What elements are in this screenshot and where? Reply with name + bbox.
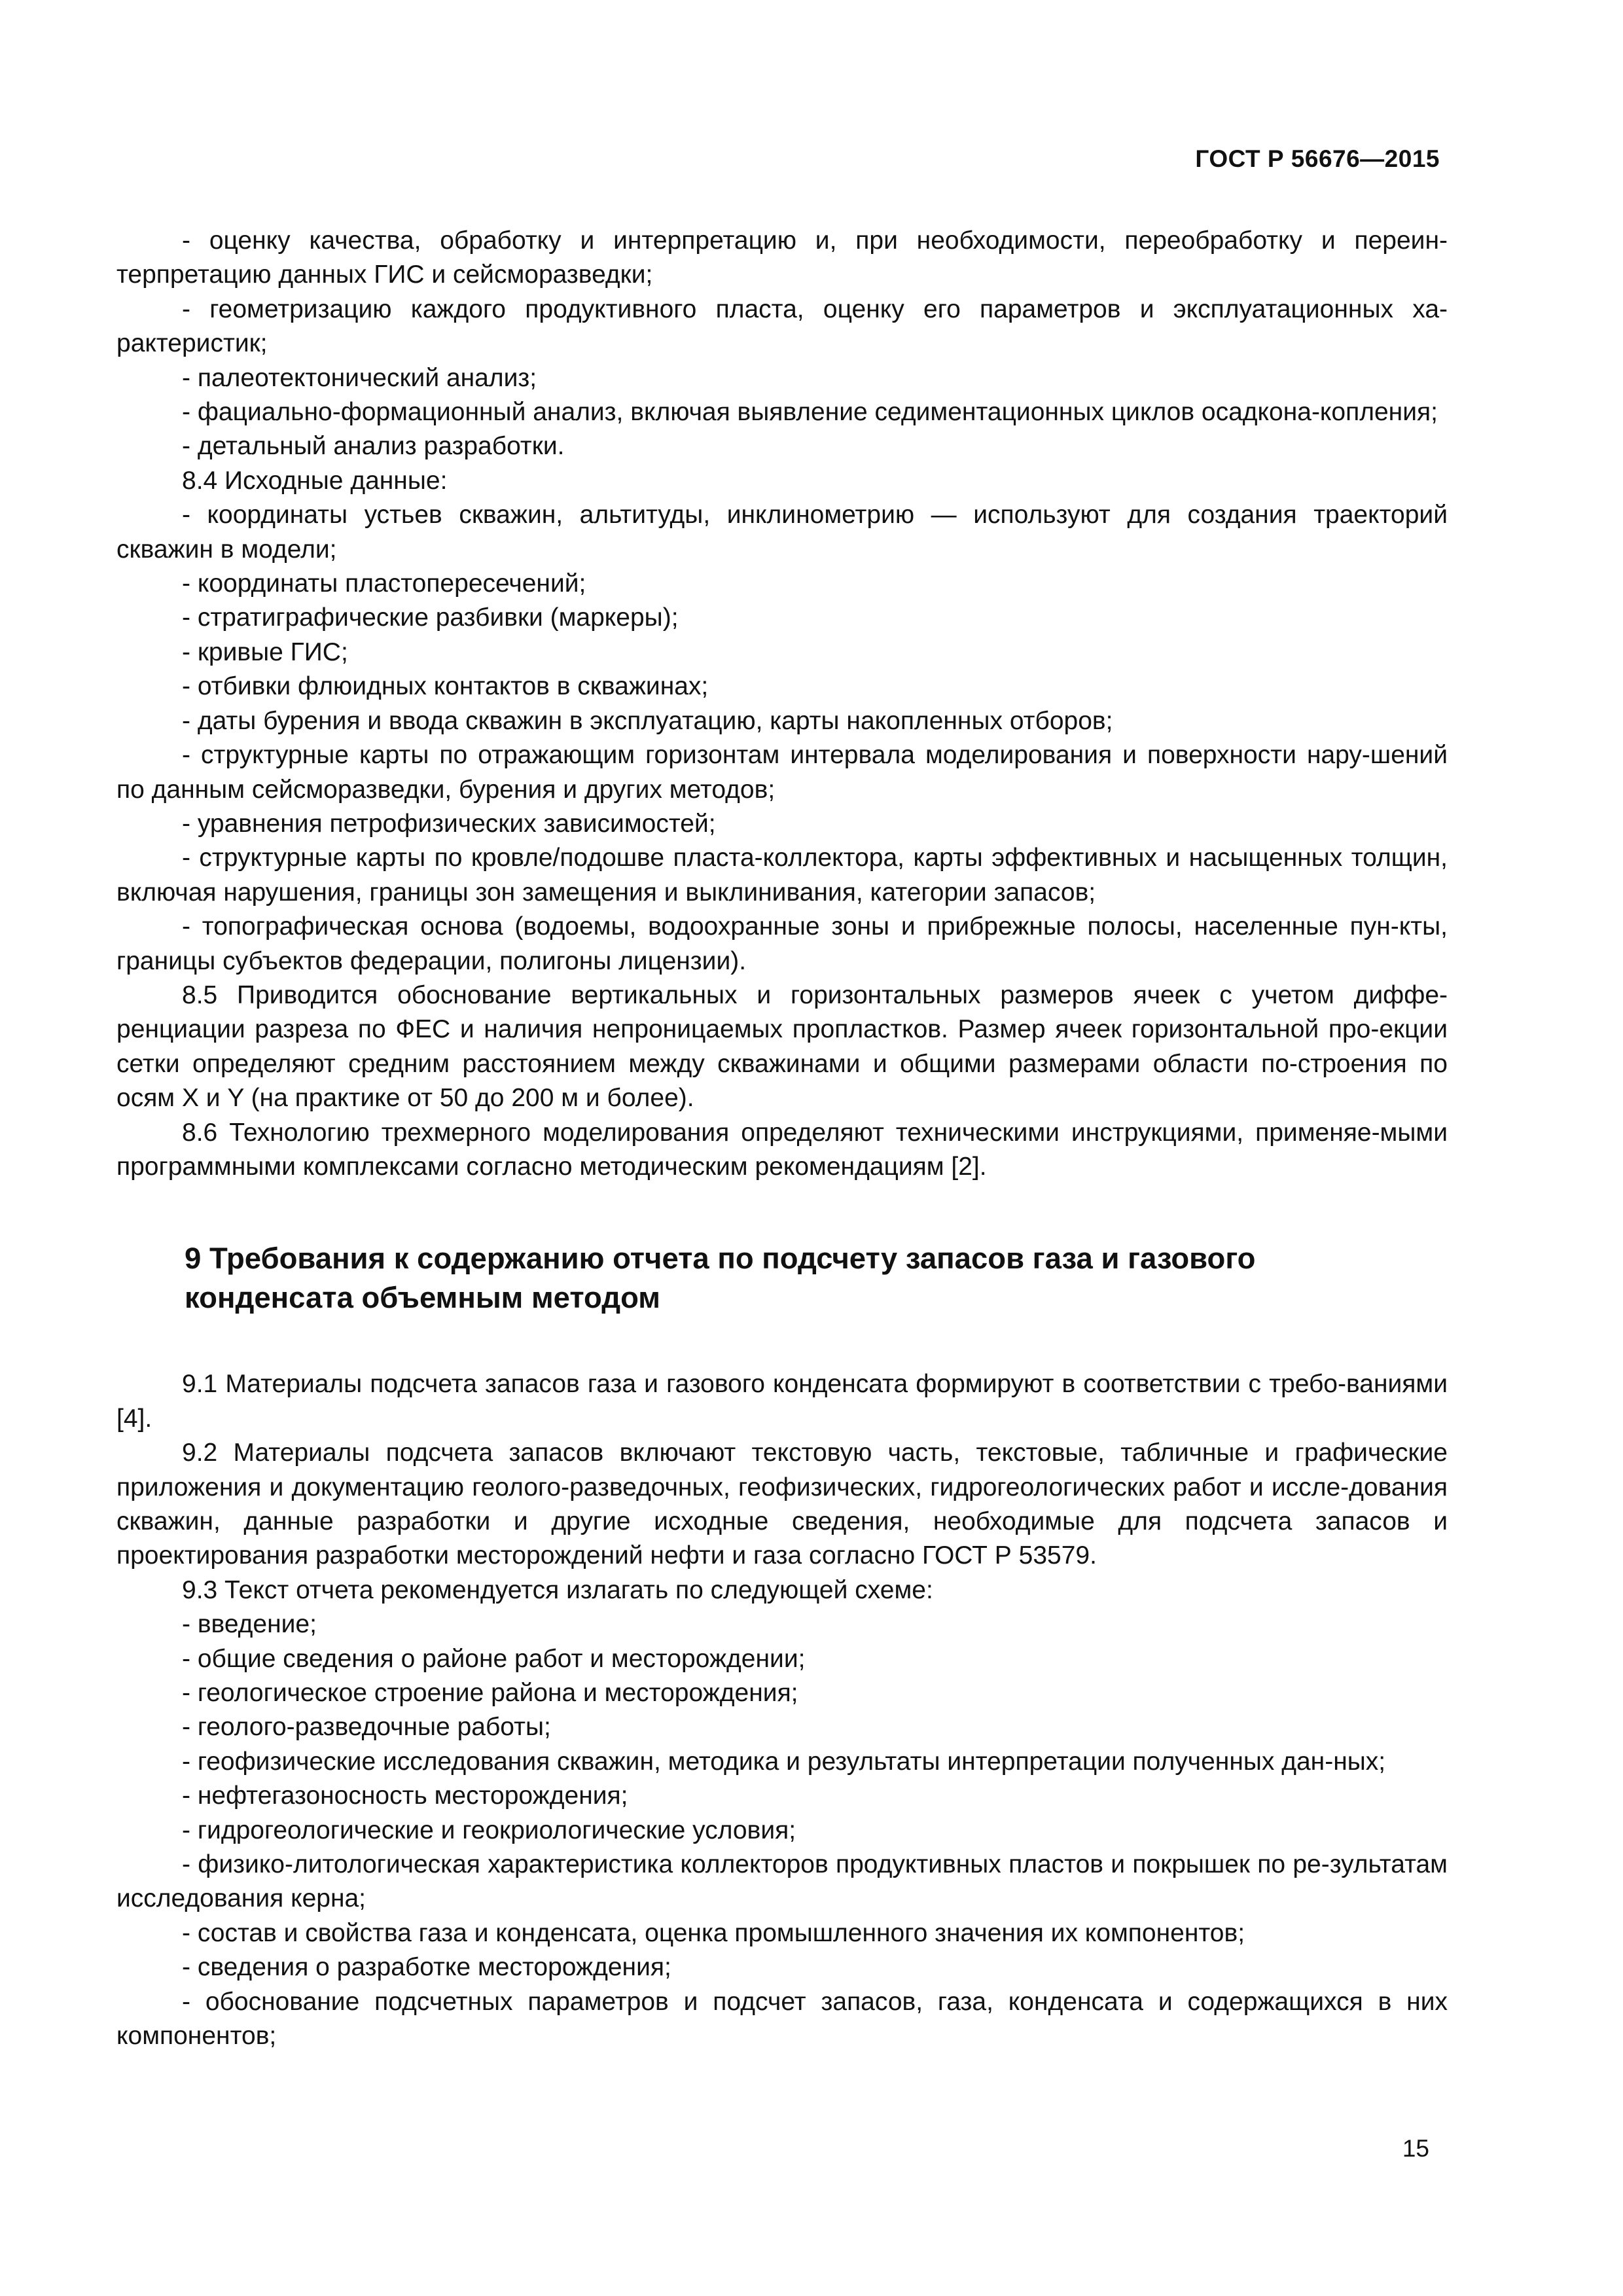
list-item: - введение; [182,1610,317,1639]
document-code-header: ГОСТ Р 56676—2015 [1195,145,1440,172]
document-body [116,224,1448,2054]
list-item: - фациально-формационный анализ, включая выявление седиментационных циклов осадкона-копления; [182,398,1438,427]
list-item: - структурные карты по отражающим горизонтам интервала моделирования и поверхности нару-шений по данным сейсморазведки, бурения и других методов; [116,741,1448,804]
list-item: - геологическое строение района и месторождения; [182,1679,798,1708]
list-item: - физико-литологическая характеристика коллекторов продуктивных пластов и покрышек по ре-зультатам исследования керна; [116,1850,1448,1913]
section-9-heading: 9 Требования к содержанию отчета по подсчету запасов газа и газового конденсата объемным методом [185,1242,1256,1315]
clause-8-4: 8.4 Исходные данные: [182,466,448,495]
list-item: - детальный анализ разработки. [182,432,565,461]
list-item: - обоснование подсчетных параметров и подсчет запасов, газа, конденсата и содержащихся в них компонентов; [116,1987,1448,2051]
clause-9-2: 9.2 Материалы подсчета запасов включают текстовую часть, текстовые, табличные и графические приложения и документацию геолого-разведочных, геофизических, гидрогеологических работ и иссле-дования скважин, данные разработки и другие исходные сведения, необходимые для подсчета запасов и проектирования разработки месторождений нефти и газа согласно ГОСТ Р 53579. [116,1439,1448,1570]
page-number: 15 [1402,2135,1429,2162]
list-item: - геофизические исследования скважин, методика и результаты интерпретации полученных дан-ных; [182,1747,1386,1776]
list-item: - общие сведения о районе работ и месторождении; [182,1644,806,1673]
list-item: - геолого-разведочные работы; [182,1713,551,1742]
list-item: - стратиграфические разбивки (маркеры); [182,603,679,632]
list-item: - топографическая основа (водоемы, водоохранные зоны и прибрежные полосы, населенные пун-кты, границы субъектов федерации, полигоны лицензии). [116,912,1448,975]
clause-9-1: 9.1 Материалы подсчета запасов газа и газового конденсата формируют в соответствии с требо-ваниями [4]. [116,1370,1448,1433]
list-item: - палеотектонический анализ; [182,363,537,392]
list-item: - кривые ГИС; [182,637,348,666]
list-item: - координаты пластопересечений; [182,569,586,598]
list-item: - отбивки флюидных контактов в скважинах; [182,672,709,701]
clause-8-6: 8.6 Технологию трехмерного моделирования определяют техническими инструкциями, применяе-мыми программными комплексами согласно методическим рекомендациям [2]. [116,1118,1448,1181]
list-item: - геометризацию каждого продуктивного пласта, оценку его параметров и эксплуатационных ха-рактеристик; [116,295,1448,358]
clause-9-3: 9.3 Текст отчета рекомендуется излагать по следующей схеме: [182,1575,933,1604]
list-item: - координаты устьев скважин, альтитуды, инклинометрию — используют для создания траекторий скважин в модели; [116,501,1448,564]
list-item: - оценку качества, обработку и интерпретацию и, при необходимости, переобработку и переин-терпретацию данных ГИС и сейсморазведки; [116,226,1448,289]
list-item: - сведения о разработке месторождения; [182,1953,671,1982]
list-item: - нефтегазоносность месторождения; [182,1782,628,1810]
clause-8-5: 8.5 Приводится обоснование вертикальных и горизонтальных размеров ячеек с учетом диффе-ренциации разреза по ФЕС и наличия непроницаемых пропластков. Размер ячеек горизонтальной про-екции сетки определяют средним расстоянием между скважинами и общими размерами области по-строения по осям X и Y (на практике от 50 до 200 м и более). [116,980,1448,1113]
list-item: - уравнения петрофизических зависимостей; [182,809,716,838]
list-item: - состав и свойства газа и конденсата, оценка промышленного значения их компонентов; [182,1918,1245,1947]
list-item: - гидрогеологические и геокриологические условия; [182,1816,796,1844]
list-item: - структурные карты по кровле/подошве пласта-коллектора, карты эффективных и насыщенных толщин, включая нарушения, границы зон замещения и выклинивания, категории запасов; [116,844,1448,906]
list-item: - даты бурения и ввода скважин в эксплуатацию, карты накопленных отборов; [182,706,1113,735]
